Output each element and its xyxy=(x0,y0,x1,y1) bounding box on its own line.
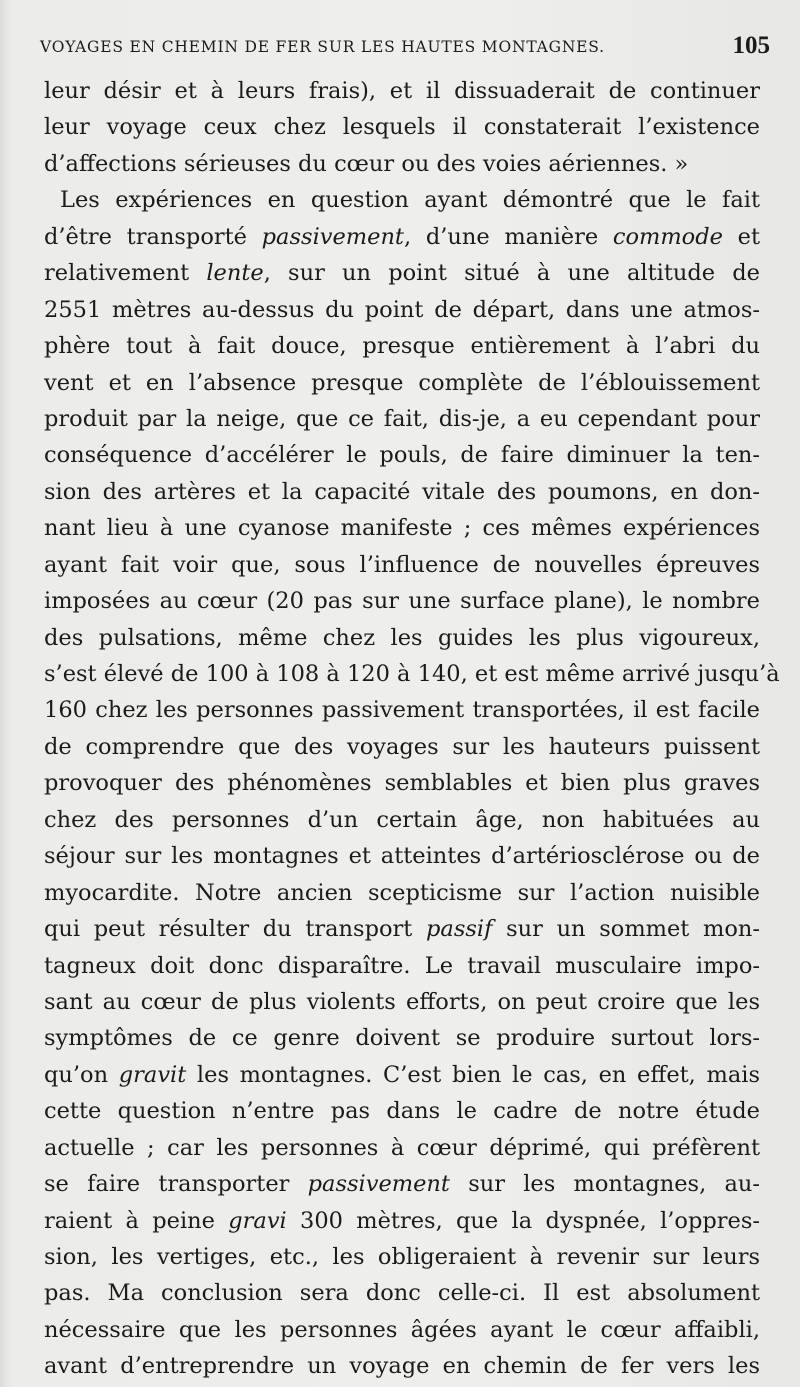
running-title: VOYAGES EN CHEMIN DE FER SUR LES HAUTES MONTAGNES. xyxy=(40,38,605,56)
text-line xyxy=(44,510,760,546)
text-segment: 300 mètres, que la dyspnée, l’oppres- xyxy=(286,1207,760,1234)
text-segment: relativement xyxy=(44,260,207,287)
text-segment: imposées au cœur (20 pas sur une surface plane), le nombre xyxy=(44,588,760,615)
text-segment: Les expériences en question ayant démontré que le fait xyxy=(60,187,760,214)
text-line xyxy=(44,1057,760,1093)
text-line xyxy=(44,292,760,328)
text-segment: sion des artères et la capacité vitale des poumons, en don- xyxy=(44,478,760,505)
text-line xyxy=(44,911,760,947)
text-segment: sion, les vertiges, etc., les obligeraient à revenir sur leurs xyxy=(44,1244,760,1270)
text-segment: produit par la neige, que ce fait, dis-je, a eu cependant pour xyxy=(44,405,760,432)
text-line xyxy=(44,1166,760,1202)
text-line xyxy=(44,875,760,911)
text-line xyxy=(44,1348,760,1384)
text-segment: nécessaire que les personnes âgées ayant le cœur affaibli, xyxy=(44,1316,760,1343)
text-line xyxy=(44,765,760,801)
text-segment: actuelle ; car les personnes à cœur déprimé, qui préfèrent xyxy=(44,1134,760,1161)
text-line xyxy=(44,328,760,364)
text-segment: nant lieu à une cyanose manifeste ; ces mêmes expériences xyxy=(44,515,760,542)
text-segment: sant au cœur de plus violents efforts, on peut croire que les xyxy=(44,988,760,1015)
text-segment: raient à peine xyxy=(44,1207,229,1234)
text-line xyxy=(44,583,760,619)
text-segment: , sur un point situé à une altitude de xyxy=(263,260,760,287)
text-line xyxy=(44,109,760,145)
text-line xyxy=(44,620,760,656)
text-line xyxy=(44,838,760,874)
text-segment: leur désir et à leurs frais), et il dissuaderait de continuer xyxy=(44,78,760,104)
body-text xyxy=(44,73,780,1385)
italic-text: passivement xyxy=(307,1171,450,1198)
italic-text: lente xyxy=(206,260,264,287)
text-segment: vent et en l’absence presque complète de l’éblouissement xyxy=(44,369,760,396)
text-segment: qu’on xyxy=(44,1061,119,1088)
text-line xyxy=(44,984,760,1020)
text-segment: myocardite. Notre ancien scepticisme sur l’action nuisible xyxy=(44,879,760,906)
text-segment: avant d’entreprendre un voyage en chemin de fer vers les xyxy=(44,1353,760,1380)
text-segment: chez des personnes d’un certain âge, non habituées au xyxy=(44,806,760,833)
text-line xyxy=(44,656,780,692)
text-segment: , d’une manière xyxy=(403,223,613,250)
text-line xyxy=(44,1275,760,1311)
text-segment: les montagnes. C’est bien le cas, en effet, mais xyxy=(186,1061,760,1088)
text-segment: conséquence d’accélérer le pouls, de faire diminuer la ten- xyxy=(44,442,760,469)
text-segment: leur voyage ceux chez lesquels il constaterait l’existence xyxy=(44,114,760,141)
text-segment: 160 chez les personnes passivement transportées, il est facile xyxy=(44,697,760,724)
text-line xyxy=(44,401,760,437)
running-header xyxy=(40,32,770,66)
text-segment: sur les montagnes, au- xyxy=(449,1171,760,1198)
text-line xyxy=(44,802,760,838)
italic-text: gravi xyxy=(228,1207,287,1234)
text-segment: ayant fait voir que, sous l’influence de nouvelles épreuves xyxy=(44,551,760,578)
text-segment: provoquer des phénomènes semblables et bien plus graves xyxy=(44,770,760,797)
text-line xyxy=(44,547,760,583)
page-number: 105 xyxy=(732,32,770,59)
text-line xyxy=(44,1203,760,1239)
text-segment: se faire transporter xyxy=(44,1171,308,1198)
text-segment: cette question n’entre pas dans le cadre de notre étude xyxy=(44,1098,760,1125)
text-line xyxy=(44,437,760,473)
text-line xyxy=(44,1093,760,1129)
text-line xyxy=(44,692,760,728)
text-segment: s’est élevé de 100 à 108 à 120 à 140, et est même arrivé jusqu’à xyxy=(44,661,780,687)
text-segment: sur un sommet mon- xyxy=(492,916,760,943)
text-line xyxy=(44,73,760,109)
text-line xyxy=(44,1312,760,1348)
text-segment: des pulsations, même chez les guides les plus vigoureux, xyxy=(44,624,760,651)
text-segment: phère tout à fait douce, presque entièrement à l’abri du xyxy=(44,333,760,360)
italic-text: commode xyxy=(612,223,723,250)
italic-text: passivement xyxy=(261,223,404,250)
text-line xyxy=(44,255,760,291)
text-line xyxy=(44,219,760,255)
text-line xyxy=(44,146,760,182)
text-segment: et xyxy=(722,223,760,250)
text-line xyxy=(44,365,760,401)
italic-text: passif xyxy=(426,916,493,943)
text-segment: séjour sur les montagnes et atteintes d’artériosclérose ou de xyxy=(44,843,760,870)
text-line xyxy=(44,729,760,765)
text-line xyxy=(44,948,760,984)
text-line xyxy=(44,182,760,218)
text-segment: d’affections sérieuses du cœur ou des voies aériennes. » xyxy=(44,150,689,177)
text-line xyxy=(44,474,760,510)
text-line xyxy=(44,1239,760,1275)
text-line xyxy=(44,1020,760,1056)
text-segment: de comprendre que des voyages sur les hauteurs puissent xyxy=(44,733,760,760)
text-segment: symptômes de ce genre doivent se produire surtout lors- xyxy=(44,1025,760,1052)
text-segment: pas. Ma conclusion sera donc celle-ci. Il est absolument xyxy=(44,1280,760,1307)
text-segment: qui peut résulter du transport xyxy=(44,916,426,943)
text-segment: 2551 mètres au-dessus du point de départ, dans une atmos- xyxy=(44,296,760,323)
text-segment: d’être transporté xyxy=(44,223,262,250)
text-line xyxy=(44,1130,760,1166)
text-segment: tagneux doit donc disparaître. Le travail musculaire impo- xyxy=(44,952,760,979)
italic-text: gravit xyxy=(118,1061,187,1088)
